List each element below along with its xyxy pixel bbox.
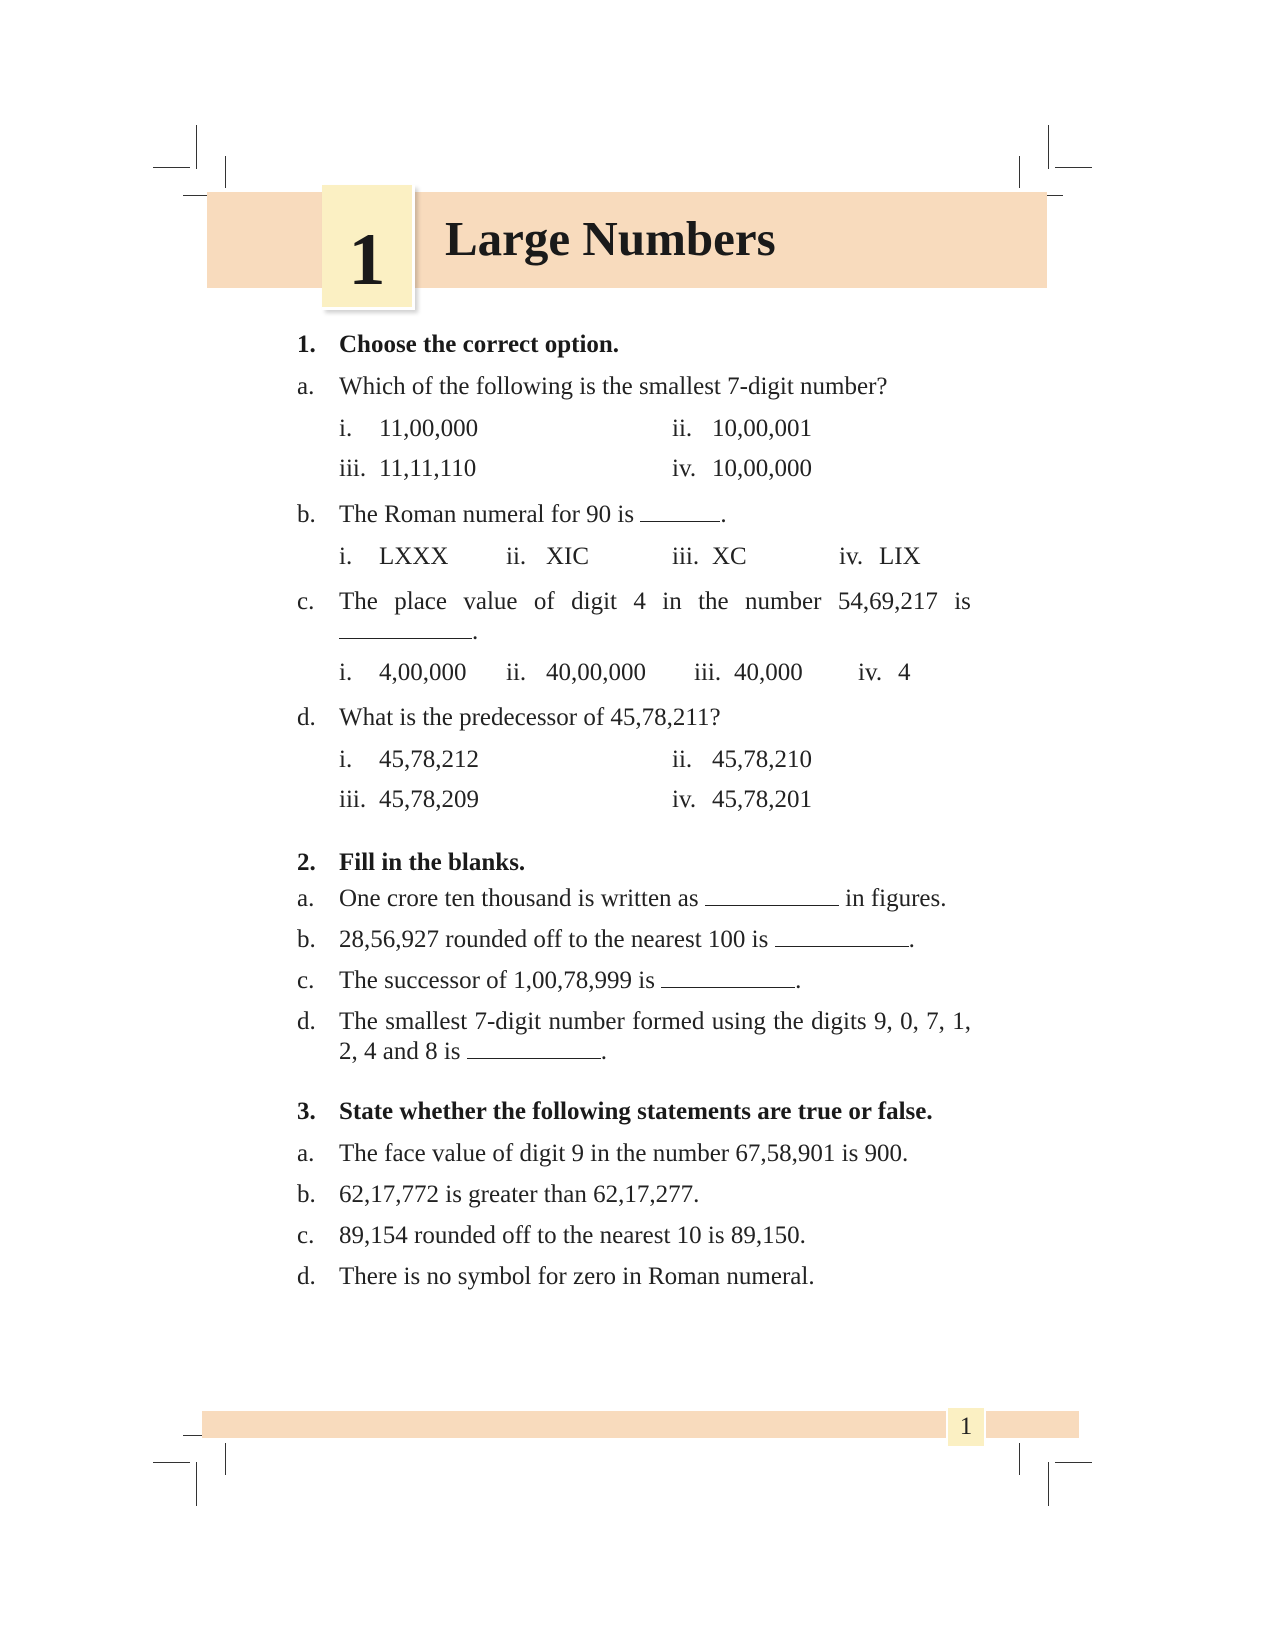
q2b-label: b.: [297, 926, 316, 953]
q2-number: 2.: [297, 849, 316, 876]
q1d-option-3: iii. 45,78,209: [339, 786, 479, 813]
q1a-label: a.: [297, 373, 315, 400]
q1d-option-1: i. 45,78,212: [339, 746, 479, 773]
q1b-option-2: ii. XIC: [506, 543, 590, 570]
q3a-text: The face value of digit 9 in the number 67,58,901 is 900.: [339, 1140, 909, 1167]
q1a-option-3: iii. 11,11,110: [339, 455, 477, 482]
q3c-label: c.: [297, 1222, 315, 1249]
q2c-label: c.: [297, 967, 315, 994]
q1c-option-3: iii. 40,000: [694, 659, 803, 686]
q3d-text: There is no symbol for zero in Roman numeral.: [339, 1263, 815, 1290]
q1a-text: Which of the following is the smallest 7-digit number?: [339, 373, 888, 400]
q2d-label: d.: [297, 1008, 316, 1035]
q2b-text: 28,56,927 rounded off to the nearest 100 is .: [339, 926, 915, 953]
q1c-answer-blank: .: [339, 617, 478, 647]
q1-number: 1.: [297, 331, 316, 358]
q3b-text: 62,17,772 is greater than 62,17,277.: [339, 1181, 700, 1208]
q3c-text: 89,154 rounded off to the nearest 10 is 89,150.: [339, 1222, 806, 1249]
q2c-text: The successor of 1,00,78,999 is .: [339, 967, 802, 994]
q1c-option-4: iv. 4: [858, 659, 911, 686]
q3-heading: State whether the following statements are true or false.: [339, 1098, 933, 1125]
page-number-box: [946, 1406, 986, 1448]
q1c-option-2: ii. 40,00,000: [506, 659, 646, 686]
q2d-text: The smallest 7-digit number formed using the digits 9, 0, 7, 1,: [339, 1008, 971, 1035]
q3-number: 3.: [297, 1098, 316, 1125]
q2a-text: One crore ten thousand is written as in figures.: [339, 885, 947, 912]
chapter-number-box: [322, 185, 415, 310]
q1c-option-1: i. 4,00,000: [339, 659, 467, 686]
q1a-option-4: iv. 10,00,000: [672, 455, 812, 482]
q1b-option-1: i. LXXX: [339, 543, 449, 570]
q1a-option-1: i. 11,00,000: [339, 415, 479, 442]
q1d-option-4: iv. 45,78,201: [672, 786, 812, 813]
chapter-title: Large Numbers: [445, 211, 776, 266]
q1a-option-2: ii. 10,00,001: [672, 415, 812, 442]
q3d-label: d.: [297, 1263, 316, 1290]
q1b-label: b.: [297, 501, 316, 528]
chapter-number: 1: [348, 219, 386, 301]
q2-heading: Fill in the blanks.: [339, 849, 526, 876]
q2a-label: a.: [297, 885, 315, 912]
q1b-text: The Roman numeral for 90 is .: [339, 501, 727, 528]
q3b-label: b.: [297, 1181, 316, 1208]
q1b-option-3: iii. XC: [672, 543, 747, 570]
page-number: 1: [959, 1413, 973, 1440]
q1d-text: What is the predecessor of 45,78,211?: [339, 704, 721, 731]
q1c-text: The place value of digit 4 in the number 54,69,217 is: [339, 588, 971, 615]
q1c-label: c.: [297, 588, 315, 615]
q1d-option-2: ii. 45,78,210: [672, 746, 812, 773]
q3a-label: a.: [297, 1140, 315, 1167]
q1b-option-4: iv. LIX: [839, 543, 921, 570]
q2d-text-line2: 2, 4 and 8 is .: [339, 1038, 608, 1065]
q1-heading: Choose the correct option.: [339, 331, 620, 358]
q1d-label: d.: [297, 704, 316, 731]
